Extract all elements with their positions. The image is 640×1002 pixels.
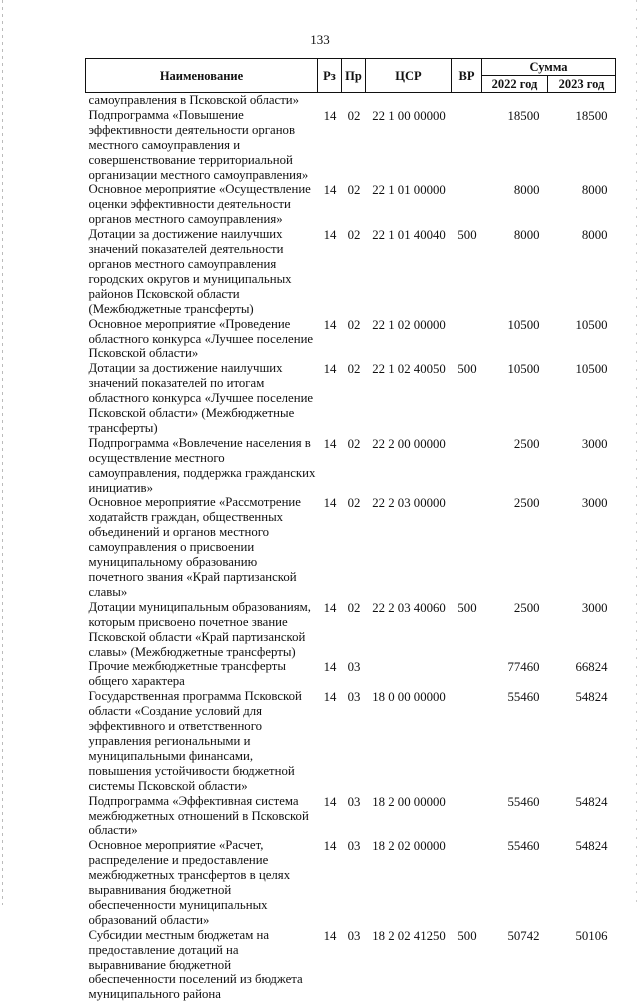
cell-vr — [452, 495, 482, 599]
cell-vr: 500 — [452, 600, 482, 660]
cell-csr: 22 1 02 00000 — [366, 317, 452, 362]
cell-rz: 14 — [318, 838, 342, 927]
table-row — [86, 794, 616, 839]
cell-2023 — [548, 93, 616, 108]
header-csr: ЦСР — [366, 59, 452, 93]
table-row — [86, 182, 616, 227]
cell-pr — [342, 93, 366, 108]
cell-name: Дотации муниципальным образованиям, которым присвоено почетное звание Псковской области «Край партизанской славы» (Межбюджетные трансферты) — [86, 600, 318, 660]
cell-2022: 8000 — [482, 227, 548, 316]
header-rz: Рз — [318, 59, 342, 93]
table-row — [86, 227, 616, 316]
table-row — [86, 317, 616, 362]
budget-table — [85, 58, 616, 1002]
cell-csr: 18 0 00 00000 — [366, 689, 452, 793]
cell-rz: 14 — [318, 794, 342, 839]
cell-rz: 14 — [318, 182, 342, 227]
cell-name: Основное мероприятие «Рассмотрение ходатайств граждан, общественных объединений и органов местного самоуправления о присвоении муниципальному образованию почетного звания «Край партизанской славы» — [86, 495, 318, 599]
table-body — [86, 93, 616, 1002]
cell-name: Основное мероприятие «Расчет, распределение и предоставление межбюджетных трансфертов в целях выравнивания бюджетной обеспеченности муниципальных образований области» — [86, 838, 318, 927]
cell-vr — [452, 794, 482, 839]
cell-pr: 03 — [342, 928, 366, 1002]
cell-2023: 18500 — [548, 108, 616, 183]
cell-rz: 14 — [318, 495, 342, 599]
cell-2022: 2500 — [482, 436, 548, 496]
cell-2022 — [482, 93, 548, 108]
table-row — [86, 689, 616, 793]
cell-name: Подпрограмма «Вовлечение населения в осуществление местного самоуправления, поддержка гражданских инициатив» — [86, 436, 318, 496]
cell-rz: 14 — [318, 436, 342, 496]
table-row — [86, 436, 616, 496]
table-row — [86, 928, 616, 1002]
cell-csr: 18 2 02 41250 — [366, 928, 452, 1002]
cell-csr: 18 2 00 00000 — [366, 794, 452, 839]
cell-rz: 14 — [318, 600, 342, 660]
cell-2023: 66824 — [548, 659, 616, 689]
cell-pr: 02 — [342, 361, 366, 436]
cell-csr: 22 2 03 00000 — [366, 495, 452, 599]
cell-rz: 14 — [318, 108, 342, 183]
table-row — [86, 659, 616, 689]
table-row — [86, 495, 616, 599]
cell-vr — [452, 689, 482, 793]
cell-rz: 14 — [318, 227, 342, 316]
header-sum: Сумма — [482, 59, 616, 76]
cell-csr: 18 2 02 00000 — [366, 838, 452, 927]
cell-2022: 50742 — [482, 928, 548, 1002]
cell-name: Основное мероприятие «Проведение областного конкурса «Лучшее поселение Псковской области» — [86, 317, 318, 362]
cell-pr: 02 — [342, 495, 366, 599]
header-vr: ВР — [452, 59, 482, 93]
cell-2022: 10500 — [482, 317, 548, 362]
cell-2023: 8000 — [548, 227, 616, 316]
header-year-2023: 2023 год — [548, 76, 616, 93]
cell-rz: 14 — [318, 361, 342, 436]
cell-vr — [452, 659, 482, 689]
cell-csr — [366, 93, 452, 108]
cell-pr: 02 — [342, 436, 366, 496]
cell-2023: 8000 — [548, 182, 616, 227]
cell-2023: 54824 — [548, 838, 616, 927]
cell-csr: 22 2 03 40060 — [366, 600, 452, 660]
cell-name: Подпрограмма «Эффективная система межбюджетных отношений в Псковской области» — [86, 794, 318, 839]
cell-vr — [452, 108, 482, 183]
cell-pr: 03 — [342, 659, 366, 689]
cell-csr — [366, 659, 452, 689]
cell-csr: 22 1 01 00000 — [366, 182, 452, 227]
cell-2023: 3000 — [548, 436, 616, 496]
scan-edge-left — [2, 0, 3, 905]
cell-pr: 02 — [342, 227, 366, 316]
cell-2023: 3000 — [548, 495, 616, 599]
cell-rz: 14 — [318, 317, 342, 362]
cell-pr: 02 — [342, 600, 366, 660]
cell-2023: 54824 — [548, 794, 616, 839]
cell-rz: 14 — [318, 689, 342, 793]
cell-rz — [318, 93, 342, 108]
header-year-2022: 2022 год — [482, 76, 548, 93]
table-row — [86, 600, 616, 660]
cell-name: Дотации за достижение наилучших значений показателей по итогам областного конкурса «Лучшее поселение Псковской области» (Межбюджетные трансферты) — [86, 361, 318, 436]
cell-2023: 10500 — [548, 361, 616, 436]
cell-csr: 22 1 01 40040 — [366, 227, 452, 316]
cell-vr — [452, 93, 482, 108]
cell-name: Государственная программа Псковской области «Создание условий для эффективного и ответственного управления региональными и муниципальными финансами, повышения устойчивости бюджетной системы Псковской области» — [86, 689, 318, 793]
cell-2022: 8000 — [482, 182, 548, 227]
cell-name: Субсидии местным бюджетам на предоставление дотаций на выравнивание бюджетной обеспеченности поселений из бюджета муниципального района — [86, 928, 318, 1002]
cell-pr: 03 — [342, 689, 366, 793]
cell-vr — [452, 317, 482, 362]
scan-edge-right — [636, 0, 637, 905]
header-name: Наименование — [86, 59, 318, 93]
cell-2023: 3000 — [548, 600, 616, 660]
cell-vr: 500 — [452, 361, 482, 436]
cell-rz: 14 — [318, 659, 342, 689]
cell-2022: 2500 — [482, 495, 548, 599]
cell-2023: 10500 — [548, 317, 616, 362]
cell-2022: 55460 — [482, 838, 548, 927]
table-header — [86, 59, 616, 93]
table-row — [86, 93, 616, 108]
cell-pr: 02 — [342, 182, 366, 227]
cell-pr: 03 — [342, 794, 366, 839]
cell-csr: 22 1 02 40050 — [366, 361, 452, 436]
budget-table-container — [85, 58, 615, 1002]
cell-vr — [452, 436, 482, 496]
table-row — [86, 108, 616, 183]
cell-vr: 500 — [452, 928, 482, 1002]
cell-name: самоуправления в Псковской области» — [86, 93, 318, 108]
cell-2022: 18500 — [482, 108, 548, 183]
cell-2022: 55460 — [482, 689, 548, 793]
cell-vr: 500 — [452, 227, 482, 316]
cell-rz: 14 — [318, 928, 342, 1002]
cell-2022: 77460 — [482, 659, 548, 689]
cell-vr — [452, 182, 482, 227]
cell-2022: 55460 — [482, 794, 548, 839]
page-number: 133 — [0, 32, 640, 48]
cell-2022: 2500 — [482, 600, 548, 660]
table-row — [86, 838, 616, 927]
cell-csr: 22 1 00 00000 — [366, 108, 452, 183]
cell-name: Дотации за достижение наилучших значений показателей деятельности органов местного самоуправления городских округов и муниципальных районов Псковской области (Межбюджетные трансферты) — [86, 227, 318, 316]
cell-name: Основное мероприятие «Осуществление оценки эффективности деятельности органов местного самоуправления» — [86, 182, 318, 227]
cell-2022: 10500 — [482, 361, 548, 436]
table-row — [86, 361, 616, 436]
cell-pr: 02 — [342, 317, 366, 362]
cell-name: Подпрограмма «Повышение эффективности деятельности органов местного самоуправления и совершенствование территориальной организации местного самоуправления» — [86, 108, 318, 183]
cell-2023: 54824 — [548, 689, 616, 793]
cell-2023: 50106 — [548, 928, 616, 1002]
cell-name: Прочие межбюджетные трансферты общего характера — [86, 659, 318, 689]
cell-vr — [452, 838, 482, 927]
cell-csr: 22 2 00 00000 — [366, 436, 452, 496]
cell-pr: 03 — [342, 838, 366, 927]
cell-pr: 02 — [342, 108, 366, 183]
header-pr: Пр — [342, 59, 366, 93]
